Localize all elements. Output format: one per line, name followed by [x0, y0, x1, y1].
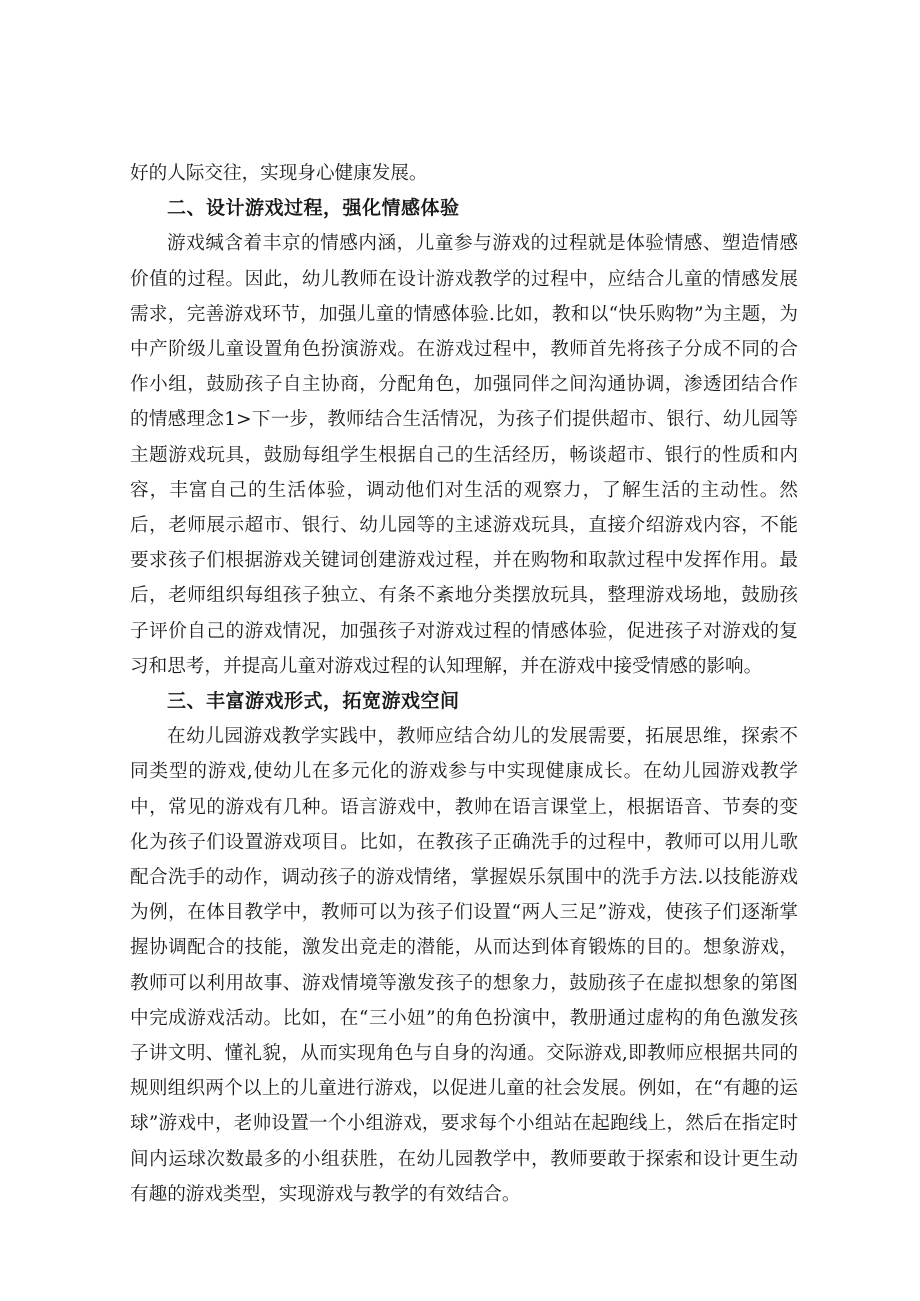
section-3-heading: 三、丰富游戏形式，拓宽游戏空间	[167, 690, 460, 713]
intro-tail-paragraph: 好的人际交往，实现身心健康发展。	[130, 163, 428, 184]
section-2-heading: 二、设计游戏过程，强化情感体验	[167, 197, 460, 220]
section-3-paragraph: 在幼儿园游戏教学实践中，教师应结合幼儿的发展需要，拓展思维，探索不同类型的游戏,使幼儿在多元化的游戏参与中实现健康成长。在幼儿园游戏教学中，常见的游戏有几种。语言游戏中，教帅在语言课堂上，根据语音、节奏的变化为孩子们设置游戏项目。比如，在教孩子正确洗手的过程中，教师可以用儿歌配合洗手的动作，调动孩子的游戏情绪，掌握娱乐氛围中的洗手方法.以技能游戏为例，在体目教学中，教师可以为孩子们设置“两人三足”游戏，使孩子们逐渐掌握协调配合的技能，激发出竞走的潜能，从而达到体育锻炼的目的。想象游戏，教师可以利用故事、游戏情境等激发孩子的想象力，鼓励孩子在虚拟想象的第图中完成游戏活动。比如，在“三小妞”的角色扮演中，教册通过虚构的角色激发孩子讲文明、懂礼貌，从而实现角色与自身的沟通。交际游戏,即教师应根据共同的规则组织两个以上的儿童进行游戏，以促进儿童的社会发展。例如，在“有趣的运球”游戏中，老帅设置一个小组游戏，要求每个小组站在起跑线上，然后在指定时间内运球次数最多的小组获胜，在幼儿园教学中，教师要敢于探索和设计更生动有趣的游戏类型，实现游戏与教学的有效结合。	[130, 726, 798, 1205]
document-body	[130, 156, 798, 1212]
section-2-paragraph: 游戏缄含着丰京的情感内涵，儿童参与游戏的过程就是体验情感、塑造情感价值的过程。因此，幼儿教师在设计游戏教学的过程中，应结合儿童的情感发展需求，完善游戏环节，加强儿童的情感体验.比如，教和以“快乐购物”为主题，为中产阶级儿童设置角色扮演游戏。在游戏过程中，教师首先将孩子分成不同的合作小组，鼓励孩子自主协商，分配角色，加强同伴之间沟通协调，渗透团结合作的情感理念1>下一步，教师结合生活情况，为孩子们提供超市、银行、幼儿园等主题游戏玩具，鼓励每组学生根据自己的生活经历，畅谈超市、银行的性质和内容，丰富自己的生活体验，调动他们对生活的观察力，了解生活的主动性。然后，老师展示超市、银行、幼儿园等的主逑游戏玩具，直接介绍游戏内容，不能要求孩子们根据游戏关键词创建游戏过程，并在购物和取款过程中发挥作用。最后，老师组织每组孩子独立、有条不紊地分类摆放玩具，整理游戏场地，鼓励孩子评价自己的游戏情况，加强孩子对游戏过程的情感体验，促进孩子对游戏的复习和思考，并提高儿童对游戏过程的认知理解，并在游戏中接受情感的影响。	[130, 233, 798, 677]
